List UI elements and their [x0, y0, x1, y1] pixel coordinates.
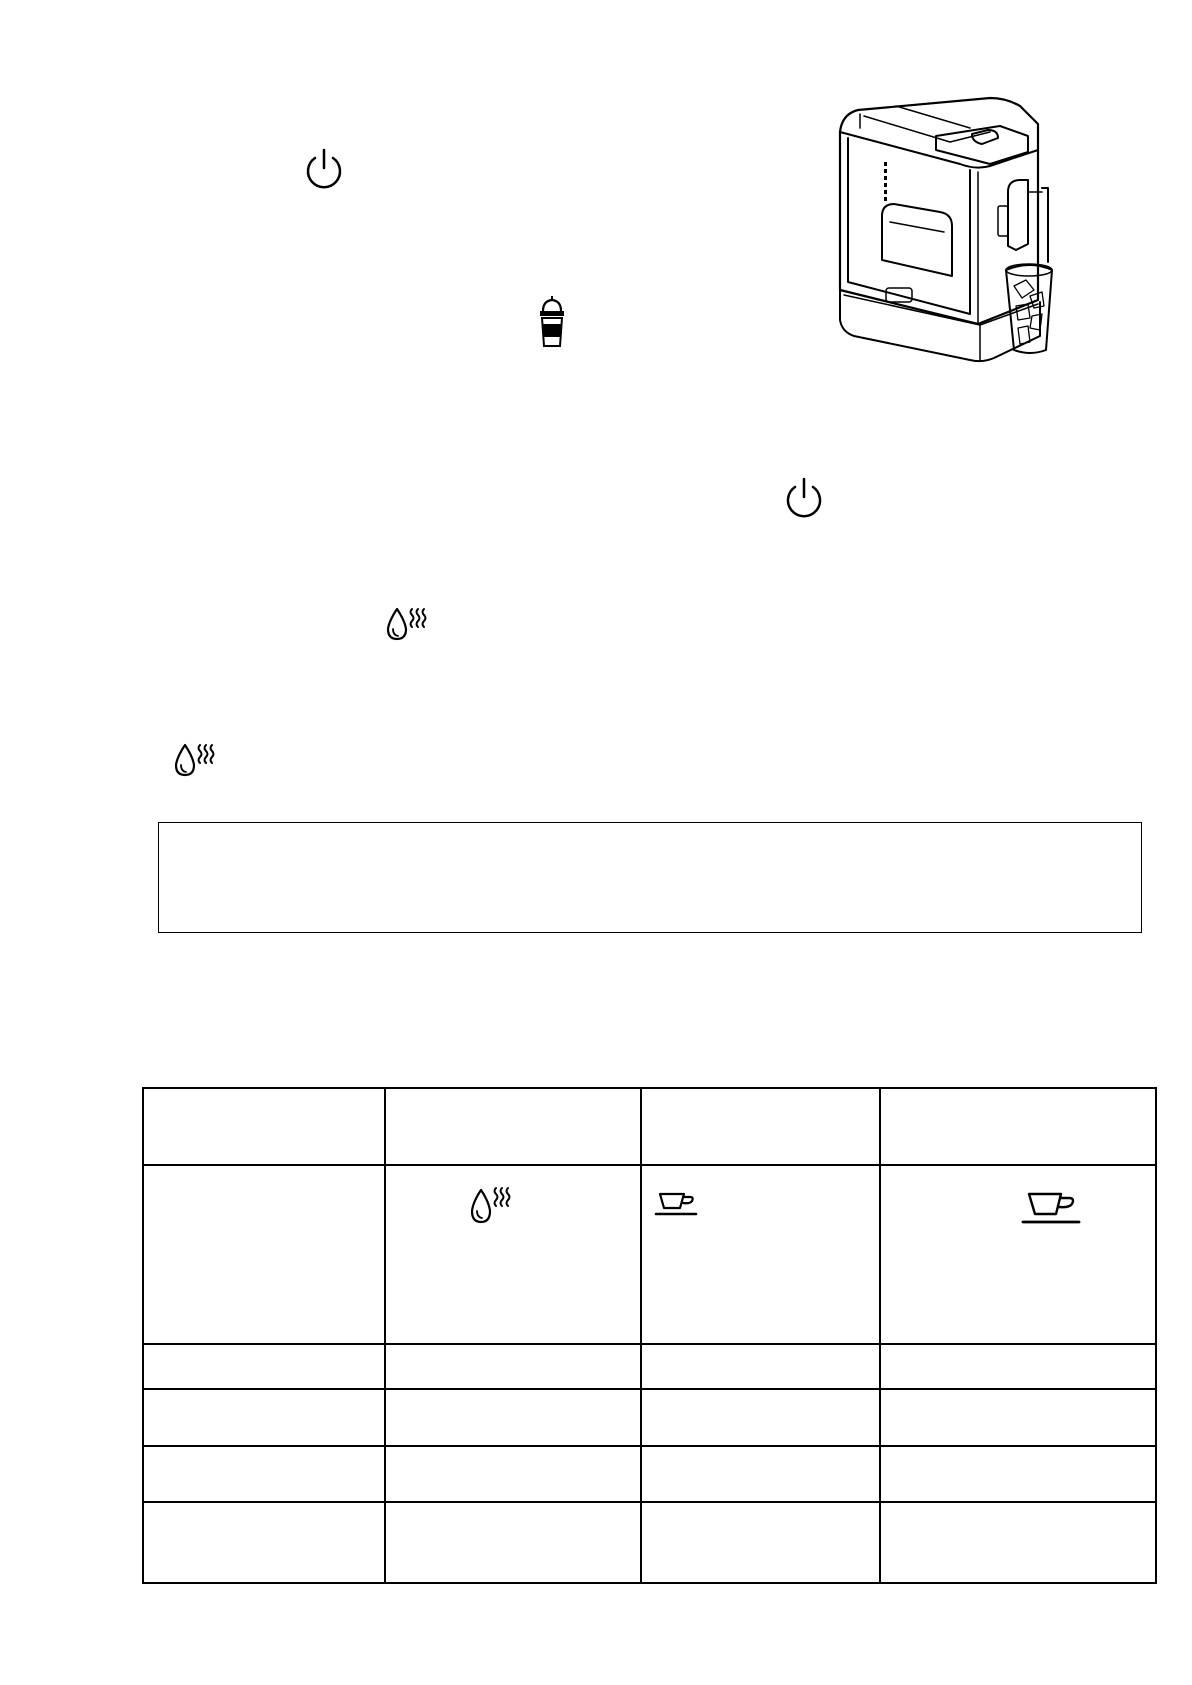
coffee-machine-illustration — [830, 92, 1190, 382]
table-row — [143, 1446, 1156, 1502]
small-cup-icon — [654, 1190, 702, 1220]
table-cell — [880, 1502, 1156, 1583]
table-cell — [641, 1389, 880, 1446]
table-cell — [385, 1165, 641, 1344]
table-cell — [641, 1165, 880, 1344]
table-cell — [143, 1088, 385, 1165]
table-row — [143, 1088, 1156, 1165]
table-cell — [385, 1389, 641, 1446]
hot-water-drop-icon — [468, 1184, 514, 1226]
table-row — [143, 1344, 1156, 1389]
table-cell — [880, 1088, 1156, 1165]
table-row — [143, 1502, 1156, 1583]
power-icon — [784, 477, 824, 521]
table-cell — [880, 1344, 1156, 1389]
table-cell — [143, 1165, 385, 1344]
table-cell — [641, 1088, 880, 1165]
table-cell — [385, 1446, 641, 1502]
table-cell — [880, 1165, 1156, 1344]
table-cell — [880, 1446, 1156, 1502]
table-row — [143, 1389, 1156, 1446]
hot-water-drop-icon — [384, 605, 430, 643]
notice-box — [158, 822, 1142, 933]
large-cup-icon — [1021, 1190, 1087, 1230]
table-cell — [143, 1389, 385, 1446]
table-row — [143, 1165, 1156, 1344]
table-cell — [641, 1502, 880, 1583]
table-cell — [385, 1502, 641, 1583]
hot-water-drop-icon — [172, 741, 218, 779]
spec-table — [142, 1087, 1157, 1584]
table-cell — [880, 1389, 1156, 1446]
to-go-cup-icon — [538, 294, 566, 348]
power-icon — [304, 148, 344, 192]
table-cell — [385, 1088, 641, 1165]
table-cell — [385, 1344, 641, 1389]
table-cell — [641, 1446, 880, 1502]
table-cell — [143, 1446, 385, 1502]
table-cell — [641, 1344, 880, 1389]
table-cell — [143, 1502, 385, 1583]
table-cell — [143, 1344, 385, 1389]
